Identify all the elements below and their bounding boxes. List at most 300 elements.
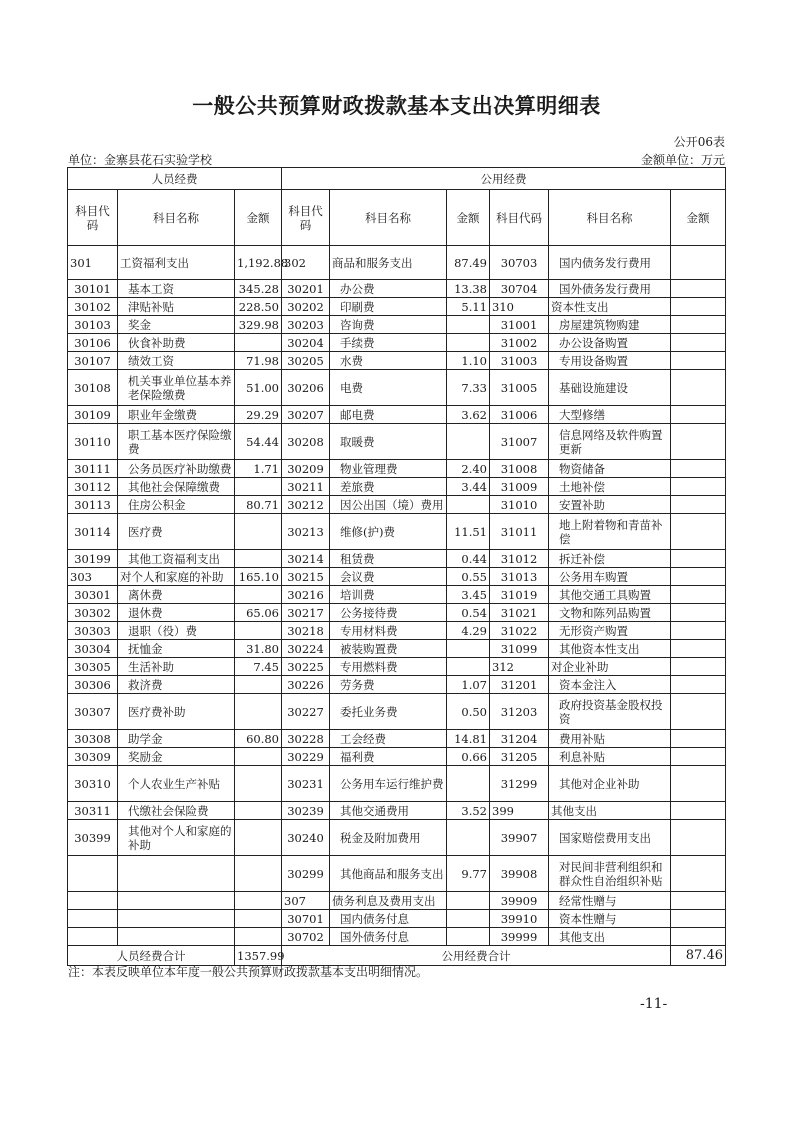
table-row [68,568,726,586]
subject-name: 其他资本性支出 [549,640,671,658]
subject-name: 其他商品和服务支出 [330,856,447,892]
subject-name: 退休费 [118,604,235,622]
subject-name: 其他对个人和家庭的补助 [118,820,235,856]
subject-name: 其他支出 [549,802,671,820]
amount-value: 2.40 [447,460,490,478]
subject-name: 委托业务费 [330,694,447,730]
amount-value: 1.10 [447,352,490,370]
subject-code: 30103 [68,316,118,334]
table-row [68,352,726,370]
subject-code: 30209 [282,460,330,478]
amount-value [671,514,726,550]
subject-name: 福利费 [330,748,447,766]
subject-name: 公务用车购置 [549,568,671,586]
table-row [68,820,726,856]
amount-value [447,424,490,460]
amount-value [671,622,726,640]
subject-name [118,892,235,910]
table-row [68,892,726,910]
subject-code: 31007 [490,424,549,460]
table-row [68,460,726,478]
subject-code [68,928,118,946]
subject-code: 31022 [490,622,549,640]
subject-name: 电费 [330,370,447,406]
subject-name: 抚恤金 [118,640,235,658]
subject-name: 国内债务发行费用 [549,246,671,280]
col-header-name: 科目名称 [330,190,447,246]
amount-value [447,496,490,514]
amount-value: 3.52 [447,802,490,820]
subject-name: 医疗费补助 [118,694,235,730]
table-row [68,658,726,676]
subject-code: 30309 [68,748,118,766]
subject-code: 30303 [68,622,118,640]
subject-name: 物业管理费 [330,460,447,478]
subject-name: 债务利息及费用支出 [330,892,447,910]
subject-code: 31002 [490,334,549,352]
subject-name [118,856,235,892]
amount-value [235,766,282,802]
subject-code: 31201 [490,676,549,694]
subject-code: 31011 [490,514,549,550]
subject-code: 39910 [490,910,549,928]
column-header-row [68,190,726,246]
amount-value: 3.45 [447,586,490,604]
subject-code: 30240 [282,820,330,856]
subject-code: 30224 [282,640,330,658]
subject-name: 办公费 [330,280,447,298]
subject-name: 办公设备购置 [549,334,671,352]
subject-name: 专用设备购置 [549,352,671,370]
amount-value [671,694,726,730]
subject-name: 因公出国（境）费用 [330,496,447,514]
amount-value: 0.54 [447,604,490,622]
subject-code: 30311 [68,802,118,820]
subject-name: 基础设施建设 [549,370,671,406]
amount-value: 1,192.88 [235,246,282,280]
amount-value: 3.62 [447,406,490,424]
amount-value: 65.06 [235,604,282,622]
amount-value: 54.44 [235,424,282,460]
table-row [68,640,726,658]
subject-name: 手续费 [330,334,447,352]
subject-name: 国家赔偿费用支出 [549,820,671,856]
amount-value: 0.66 [447,748,490,766]
subject-code: 30107 [68,352,118,370]
subject-code: 310 [490,298,549,316]
table-row [68,550,726,568]
amount-value [235,856,282,892]
amount-value [671,478,726,496]
amount-value [671,334,726,352]
amount-value [671,496,726,514]
subject-name: 维修(护)费 [330,514,447,550]
subject-code: 30218 [282,622,330,640]
amount-value: 5.11 [447,298,490,316]
amount-value [447,910,490,928]
col-header-name: 科目名称 [118,190,235,246]
amount-value [671,730,726,748]
table-row [68,694,726,730]
amount-value: 3.44 [447,478,490,496]
subject-code: 30201 [282,280,330,298]
subject-code: 30109 [68,406,118,424]
subject-code: 30108 [68,370,118,406]
table-row [68,856,726,892]
amount-value: 329.98 [235,316,282,334]
subject-name: 工会经费 [330,730,447,748]
amount-value: 345.28 [235,280,282,298]
footnote: 注：本表反映单位本年度一般公共预算财政拨款基本支出明细情况。 [68,965,429,979]
subject-name: 差旅费 [330,478,447,496]
subject-code: 30239 [282,802,330,820]
subject-name: 专用材料费 [330,622,447,640]
amount-value: 60.80 [235,730,282,748]
amount-value [447,658,490,676]
subject-name: 利息补贴 [549,748,671,766]
subject-name [118,928,235,946]
personnel-total-label: 人员经费合计 [68,946,235,966]
subject-name: 离休费 [118,586,235,604]
subject-name: 机关事业单位基本养老保险缴费 [118,370,235,406]
amount-value: 7.33 [447,370,490,406]
col-header-code: 科目代码 [282,190,330,246]
subject-code: 39909 [490,892,549,910]
subject-code: 31005 [490,370,549,406]
amount-value: 14.81 [447,730,490,748]
subject-code: 31009 [490,478,549,496]
subject-code: 31001 [490,316,549,334]
amount-value [671,802,726,820]
amount-value [235,820,282,856]
subject-code: 303 [68,568,118,586]
table-row [68,586,726,604]
amount-value [671,568,726,586]
subject-code [68,856,118,892]
amount-value [447,316,490,334]
subject-code: 30217 [282,604,330,622]
subject-code: 30304 [68,640,118,658]
subject-code: 30111 [68,460,118,478]
subject-name: 邮电费 [330,406,447,424]
subject-name: 公务接待费 [330,604,447,622]
table-row [68,406,726,424]
expenditure-table [67,167,726,966]
amount-value [671,352,726,370]
amount-value: 165.10 [235,568,282,586]
subject-name: 奖励金 [118,748,235,766]
subject-code: 30306 [68,676,118,694]
subject-code: 39907 [490,820,549,856]
subject-code [68,892,118,910]
table-row [68,370,726,406]
subject-code: 30202 [282,298,330,316]
amount-value [671,604,726,622]
subject-name: 职业年金缴费 [118,406,235,424]
subject-name: 国外债务付息 [330,928,447,946]
unit-label: 单位：金寨县花石实验学校 [68,153,213,167]
amount-value: 51.00 [235,370,282,406]
subject-code: 30226 [282,676,330,694]
amount-value: 7.45 [235,658,282,676]
subject-name: 其他交通费用 [330,802,447,820]
personnel-total-value: 1357.99 [235,946,282,966]
amount-value [235,478,282,496]
col-header-amount: 金额 [671,190,726,246]
table-row [68,730,726,748]
table-row [68,280,726,298]
table-row [68,246,726,280]
subject-code: 30310 [68,766,118,802]
amount-value [235,676,282,694]
amount-value: 4.29 [447,622,490,640]
table-row [68,514,726,550]
amount-value: 29.29 [235,406,282,424]
subject-name: 咨询费 [330,316,447,334]
subject-code: 307 [282,892,330,910]
table-row [68,298,726,316]
page-number: -11- [640,996,668,1012]
amount-value: 80.71 [235,496,282,514]
subject-code: 30212 [282,496,330,514]
amount-value: 71.98 [235,352,282,370]
subject-code [68,910,118,928]
amount-value [671,640,726,658]
amount-value [235,514,282,550]
table-row [68,316,726,334]
amount-value [235,694,282,730]
subject-name: 物资储备 [549,460,671,478]
amount-value [447,766,490,802]
subject-name: 资本金注入 [549,676,671,694]
amount-value [671,550,726,568]
amount-value [671,658,726,676]
subject-code: 30106 [68,334,118,352]
subject-name: 土地补偿 [549,478,671,496]
subject-code: 30113 [68,496,118,514]
table-row [68,478,726,496]
amount-value: 1.07 [447,676,490,694]
subject-code: 30399 [68,820,118,856]
subject-name: 伙食补助费 [118,334,235,352]
subject-code: 31012 [490,550,549,568]
amount-value: 0.55 [447,568,490,586]
subject-code: 30702 [282,928,330,946]
amount-value: 9.77 [447,856,490,892]
subject-code: 30299 [282,856,330,892]
amount-value [671,910,726,928]
subject-name: 大型修缮 [549,406,671,424]
amount-value [235,748,282,766]
subject-name: 对企业补助 [549,658,671,676]
amount-value [671,316,726,334]
amount-value: 31.80 [235,640,282,658]
amount-value [447,928,490,946]
col-header-code: 科目代码 [68,190,118,246]
amount-value [671,246,726,280]
table-row [68,334,726,352]
subject-code: 31099 [490,640,549,658]
subject-name: 医疗费 [118,514,235,550]
amount-value: 1.71 [235,460,282,478]
subject-name: 房屋建筑物购建 [549,316,671,334]
subject-code: 31299 [490,766,549,802]
subject-name: 绩效工资 [118,352,235,370]
col-header-code: 科目代码 [490,190,549,246]
subject-name: 专用燃料费 [330,658,447,676]
col-header-amount: 金额 [235,190,282,246]
subject-code: 30216 [282,586,330,604]
group-header-row [68,168,726,190]
subject-name: 其他对企业补助 [549,766,671,802]
amount-value [671,298,726,316]
subject-code: 39999 [490,928,549,946]
subject-code: 30204 [282,334,330,352]
subject-code: 31021 [490,604,549,622]
subject-name: 其他工资福利支出 [118,550,235,568]
subject-code: 30701 [282,910,330,928]
subject-name: 劳务费 [330,676,447,694]
subject-code: 30215 [282,568,330,586]
subject-name: 取暖费 [330,424,447,460]
subject-name: 救济费 [118,676,235,694]
amount-value [671,892,726,910]
subject-name: 助学金 [118,730,235,748]
subject-name: 经常性赠与 [549,892,671,910]
subject-name: 税金及附加费用 [330,820,447,856]
amount-value [235,334,282,352]
subject-code: 30307 [68,694,118,730]
public-header: 公用经费 [282,168,726,190]
subject-code: 30112 [68,478,118,496]
subject-name: 拆迁补偿 [549,550,671,568]
subject-name: 信息网络及软件购置更新 [549,424,671,460]
subject-code: 30305 [68,658,118,676]
subject-name: 个人农业生产补贴 [118,766,235,802]
amount-value [235,550,282,568]
subject-code: 30207 [282,406,330,424]
subject-name: 地上附着物和青苗补偿 [549,514,671,550]
amount-value [671,460,726,478]
subject-name: 其他社会保障缴费 [118,478,235,496]
subject-code: 30199 [68,550,118,568]
amount-value: 11.51 [447,514,490,550]
subject-name: 国外债务发行费用 [549,280,671,298]
subject-name: 国内债务付息 [330,910,447,928]
table-row [68,424,726,460]
subject-code: 30206 [282,370,330,406]
subject-code: 30213 [282,514,330,550]
subject-name: 公务员医疗补助缴费 [118,460,235,478]
subject-name: 对个人和家庭的补助 [118,568,235,586]
amount-value [447,892,490,910]
subject-code: 39908 [490,856,549,892]
amount-value [447,334,490,352]
subject-code: 31010 [490,496,549,514]
amount-value [447,640,490,658]
subject-code: 30110 [68,424,118,460]
subject-code: 30211 [282,478,330,496]
subject-code: 30228 [282,730,330,748]
page-title: 一般公共预算财政拨款基本支出决算明细表 [192,94,601,118]
table-row [68,910,726,928]
amount-value [671,820,726,856]
subject-name: 租赁费 [330,550,447,568]
amount-value [235,586,282,604]
col-header-amount: 金额 [447,190,490,246]
subject-name: 退职（役）费 [118,622,235,640]
subject-code: 30214 [282,550,330,568]
col-header-name: 科目名称 [549,190,671,246]
subject-name: 文物和陈列品购置 [549,604,671,622]
subject-name: 生活补助 [118,658,235,676]
subject-code: 30102 [68,298,118,316]
subject-code: 312 [490,658,549,676]
subject-code: 31203 [490,694,549,730]
amount-value [671,748,726,766]
amount-value [447,820,490,856]
table-number: 公开06表 [673,135,725,149]
amount-value [671,766,726,802]
table-row [68,766,726,802]
subject-name: 水费 [330,352,447,370]
subject-name: 培训费 [330,586,447,604]
subject-name: 资本性赠与 [549,910,671,928]
subject-code: 302 [282,246,330,280]
subject-name: 无形资产购置 [549,622,671,640]
table-row [68,496,726,514]
amount-value [235,622,282,640]
public-total-value: 87.46 [671,946,726,966]
amount-value [671,586,726,604]
subject-code: 31006 [490,406,549,424]
subject-code: 30231 [282,766,330,802]
subject-code: 30227 [282,694,330,730]
subject-name: 其他支出 [549,928,671,946]
subject-code: 31013 [490,568,549,586]
subject-code: 30208 [282,424,330,460]
table-row [68,748,726,766]
subject-name: 会议费 [330,568,447,586]
subject-code: 30101 [68,280,118,298]
subject-code: 31019 [490,586,549,604]
public-total-label: 公用经费合计 [282,946,671,966]
amount-unit-label: 金额单位：万元 [640,153,725,167]
amount-value: 0.50 [447,694,490,730]
amount-value [671,856,726,892]
amount-value [671,928,726,946]
amount-value [671,406,726,424]
amount-value [235,910,282,928]
table-row [68,802,726,820]
subject-code: 31204 [490,730,549,748]
subject-code: 30703 [490,246,549,280]
amount-value: 13.38 [447,280,490,298]
table-row [68,928,726,946]
subject-name: 安置补助 [549,496,671,514]
subject-name: 代缴社会保险费 [118,802,235,820]
subject-code: 30229 [282,748,330,766]
subject-code: 30225 [282,658,330,676]
subject-name: 公务用车运行维护费 [330,766,447,802]
subject-name: 费用补贴 [549,730,671,748]
subject-code: 30308 [68,730,118,748]
subject-name: 基本工资 [118,280,235,298]
subject-code: 30205 [282,352,330,370]
subject-name: 商品和服务支出 [330,246,447,280]
subject-code: 301 [68,246,118,280]
subject-name: 津贴补贴 [118,298,235,316]
